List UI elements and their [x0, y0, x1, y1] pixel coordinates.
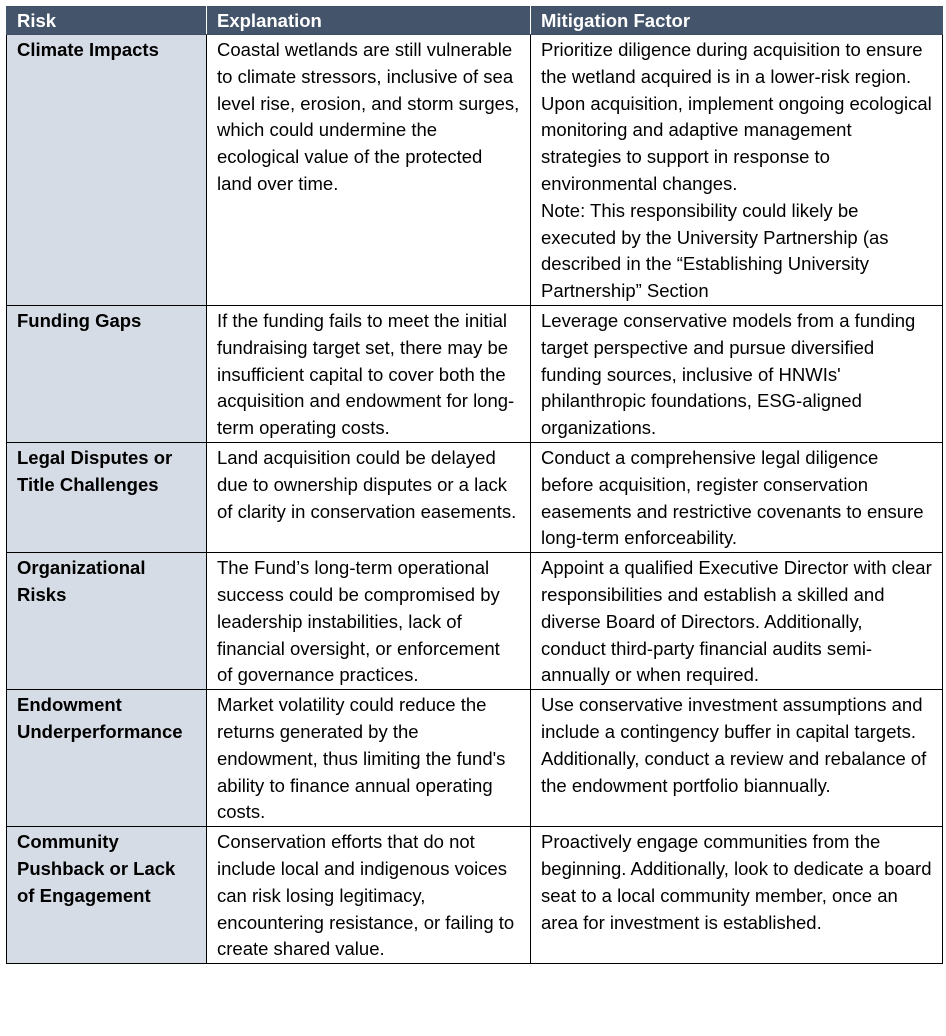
mitigation-note: Note: This responsibility could likely be executed by the University Partnership (as described in the “Establishing University Partnership” Section [541, 199, 889, 302]
table-row [7, 305, 943, 442]
table-row [7, 35, 943, 306]
risk-mitigation: Proactively engage communities from the beginning. Additionally, look to dedicate a board seat to a local community member, once an area for investment is established. [531, 827, 943, 964]
table-row [7, 553, 943, 690]
risk-name: Legal Disputes or Title Challenges [7, 442, 207, 552]
table-row [7, 690, 943, 827]
risk-name: Climate Impacts [7, 35, 207, 306]
risk-explanation: If the funding fails to meet the initial fundraising target set, there may be insufficient capital to cover both the acquisition and endowment for long-term operating costs. [207, 305, 531, 442]
risk-name: Organizational Risks [7, 553, 207, 690]
risk-mitigation: Appoint a qualified Executive Director with clear responsibilities and establish a skilled and diverse Board of Directors. Additionally, conduct third-party financial audits semi-annually or when required. [531, 553, 943, 690]
risk-explanation: Market volatility could reduce the returns generated by the endowment, thus limiting the fund's ability to finance annual operating costs. [207, 690, 531, 827]
risk-name: Funding Gaps [7, 305, 207, 442]
risk-explanation: Coastal wetlands are still vulnerable to climate stressors, inclusive of sea level rise, erosion, and storm surges, which could undermine the ecological value of the protected land over time. [207, 35, 531, 306]
risk-mitigation: Conduct a comprehensive legal diligence before acquisition, register conservation easements and restrictive covenants to ensure long-term enforceability. [531, 442, 943, 552]
risk-mitigation-table [6, 6, 943, 964]
table-header-row [7, 7, 943, 35]
risk-name: Community Pushback or Lack of Engagement [7, 827, 207, 964]
risk-name: Endowment Underperformance [7, 690, 207, 827]
risk-explanation: The Fund’s long-term operational success could be compromised by leadership instabilities, lack of financial oversight, or enforcement of governance practices. [207, 553, 531, 690]
risk-explanation: Conservation efforts that do not include local and indigenous voices can risk losing legitimacy, encountering resistance, or failing to create shared value. [207, 827, 531, 964]
table-row [7, 827, 943, 964]
risk-mitigation [531, 35, 943, 306]
risk-explanation: Land acquisition could be delayed due to ownership disputes or a lack of clarity in conservation easements. [207, 442, 531, 552]
table-row [7, 442, 943, 552]
header-risk: Risk [7, 7, 207, 35]
header-explanation: Explanation [207, 7, 531, 35]
risk-mitigation: Leverage conservative models from a funding target perspective and pursue diversified funding sources, inclusive of HNWIs' philanthropic foundations, ESG-aligned organizations. [531, 305, 943, 442]
mitigation-text: Prioritize diligence during acquisition to ensure the wetland acquired is in a lower-risk region. Upon acquisition, implement ongoing ecological monitoring and adaptive management strategies to support in response to environmental changes. [541, 39, 932, 194]
risk-mitigation: Use conservative investment assumptions and include a contingency buffer in capital targets. Additionally, conduct a review and rebalance of the endowment portfolio biannually. [531, 690, 943, 827]
header-mitigation-factor: Mitigation Factor [531, 7, 943, 35]
